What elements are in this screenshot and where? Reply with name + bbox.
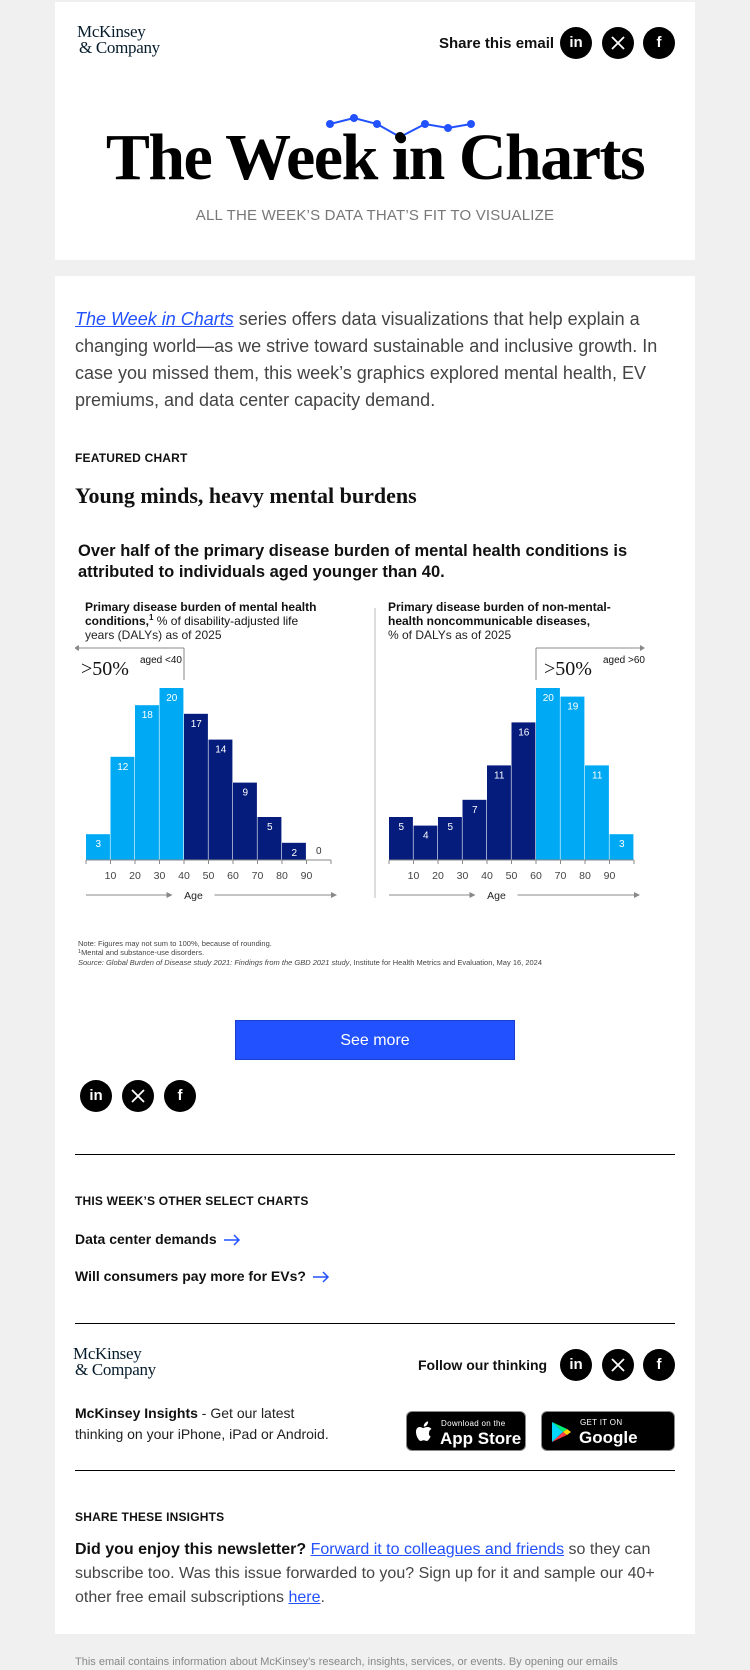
bar-value-label: 3 [618,839,625,851]
source-title: Global Burden of Disease study 2021: Findings from the GBD 2021 study [105,958,350,967]
other-chart-link-label: Data center demands [75,1231,217,1247]
bar-value-label: 17 [190,718,202,730]
chart-bar [512,722,536,860]
x-tick-label: 50 [202,870,215,882]
google-play-icon [550,1420,572,1444]
bar-value-label: 20 [542,693,554,704]
callout-big: >50% [81,658,129,680]
callout-big: >50% [544,658,592,680]
panel-title-bold-line-2 [388,614,590,628]
week-in-charts-link[interactable]: The Week in Charts [75,309,234,329]
chart-bar [184,714,208,860]
x-icon [611,36,625,50]
chart-bar [536,688,560,860]
footnote-text: Mental and substance-use disorders. [81,948,205,957]
callout-arrow-head [75,645,79,651]
logo-line-2: & Company [79,38,160,57]
x-follow-button[interactable] [602,1349,634,1381]
app-store-button[interactable] [406,1411,526,1451]
panel-title-bold-line-1: Primary disease burden of mental health [85,600,317,614]
share-email-label: Share this email [439,35,555,52]
google-play-button[interactable] [541,1411,675,1467]
divider [75,1154,675,1155]
header-card [55,2,695,260]
facebook-icon: f [177,1087,183,1104]
x-icon [611,1358,625,1372]
main-card [55,276,695,1634]
chart-footnote [78,948,204,957]
x-tick-label: 50 [505,870,518,882]
bar-value-label: 7 [471,804,478,816]
age-arrow-head [470,892,476,898]
x-tick-label: 20 [432,870,444,882]
x-tick-label: 30 [153,870,166,882]
logo-line-2: & Company [75,1360,156,1379]
x-axis-label: Age [487,890,506,902]
mckinsey-logo[interactable] [77,24,160,56]
linkedin-icon: in [569,1356,583,1373]
x-axis-label: Age [184,890,203,902]
chart-bar [209,740,233,860]
featured-chart-kicker: FEATURED CHART [75,451,188,465]
footer-disclaimer: This email contains information about McKinsey’s research, insights, services, or events. By opening our emails [75,1656,618,1668]
other-charts-kicker: THIS WEEK’S OTHER SELECT CHARTS [75,1194,309,1208]
intro-paragraph [75,306,675,414]
chart-note: Note: Figures may not sum to 100%, because of rounding. [78,939,272,948]
share-paragraph [75,1538,675,1610]
forward-link[interactable]: Forward it to colleagues and friends [310,1541,565,1558]
bar-value-label: 5 [266,822,273,833]
divider [75,1470,675,1471]
linkedin-share-button[interactable] [560,27,592,59]
share-question: Did you enjoy this newsletter? [75,1541,307,1558]
masthead-title: The Week in Charts [105,121,645,194]
bar-value-label: 2 [291,847,298,859]
google-play-big-text: Google Play [579,1428,638,1467]
panel-title-bold-tail: conditions, [85,614,149,628]
share-insights-kicker: SHARE THESE INSIGHTS [75,1510,225,1524]
linkedin-follow-button[interactable] [560,1349,592,1381]
mckinsey-logo[interactable] [73,1346,156,1378]
x-tick-label: 30 [456,870,469,882]
source-label: Source: [78,958,106,967]
x-tick-label: 60 [530,870,542,882]
bar-value-label: 18 [141,710,153,722]
share-text: so they can subscribe too. Was this issue forwarded to you? Sign up for it and sample our 40+ other free email subscriptions [75,1541,655,1606]
app-store-small-text: Download on the [441,1419,506,1428]
other-chart-link-label: Will consumers pay more for EVs? [75,1268,306,1284]
callout-small: aged <40 [140,655,182,666]
x-tick-label: 80 [276,870,288,882]
x-tick-label: 90 [300,870,313,882]
bar-value-label: 14 [215,744,227,756]
featured-chart-title: Young minds, heavy mental burdens [75,483,417,508]
panel-title-bold-tail: health noncommunicable diseases, [388,614,591,628]
panel-title-rest-a: % of disability-adjusted life [153,614,299,628]
panel-title-bold-line-2 [85,613,299,628]
callout-arrow-head [640,645,645,651]
logo-line-1: McKinsey [73,1344,142,1363]
x-tick-label: 80 [579,870,591,882]
other-chart-link-1[interactable] [75,1268,330,1284]
x-tick-label: 60 [227,870,239,882]
chart-headline-line-1: Over half of the primary disease burden of mental health conditions is [78,542,628,560]
footnote-mark: 1 [78,949,82,955]
x-tick-label: 40 [178,870,190,882]
other-chart-link-0[interactable] [75,1231,241,1247]
divider [75,1323,675,1324]
chart-bar [561,697,585,860]
age-arrow-head [167,892,173,898]
x-share-button[interactable] [602,27,634,59]
arrow-right-icon [312,1271,330,1283]
chart-source [78,958,542,967]
arrow-right-icon [223,1234,241,1246]
bar-value-label: 3 [95,839,102,851]
x-tick-label: 10 [407,870,420,882]
panel-title-bold-line-1: Primary disease burden of non-mental- [388,600,611,614]
follow-label: Follow our thinking [418,1357,548,1373]
callout-small: aged >60 [603,655,645,666]
bar-value-label: 5 [398,822,405,833]
bar-value-label: 12 [117,761,129,773]
x-tick-label: 90 [603,870,616,882]
bar-value-label: 11 [592,770,603,782]
x-icon [131,1089,145,1103]
linkedin-share-button[interactable] [80,1080,112,1112]
facebook-icon: f [656,34,662,51]
masthead-tagline: ALL THE WEEK’S DATA THAT’S FIT TO VISUALIZE [195,207,555,224]
age-arrow-head [634,892,640,898]
bar-value-label: 19 [567,701,579,713]
x-share-button[interactable] [122,1080,154,1112]
bar-value-label: 16 [518,727,530,739]
x-tick-label: 70 [554,870,567,882]
bar-value-label: 4 [422,830,429,842]
footnote-mark: 1 [149,613,154,622]
see-more-button[interactable]: See more [235,1020,515,1060]
facebook-follow-button[interactable] [643,1349,675,1381]
insights-app-text [75,1403,345,1445]
chart-bar [135,705,159,860]
google-play-small-text: GET IT ON [580,1418,623,1427]
chart-bar [160,688,184,860]
insights-app-name: McKinsey Insights [75,1405,198,1421]
x-tick-label: 40 [481,870,493,882]
panel-title-rest-b: years (DALYs) as of 2025 [85,628,222,642]
apple-icon [415,1420,435,1444]
x-tick-label: 20 [129,870,141,882]
age-arrow-head [331,892,337,898]
insights-app-desc: - Get our latest thinking on your iPhone, iPad or Android. [75,1405,329,1442]
bar-value-label: 9 [242,787,249,799]
x-tick-label: 70 [251,870,264,882]
bar-value-label: 11 [494,770,505,782]
signup-here-link[interactable]: here [288,1589,321,1606]
linkedin-icon: in [89,1087,103,1104]
share-end: . [320,1589,325,1606]
linkedin-icon: in [569,34,583,51]
panel-title-rest-b: % of DALYs as of 2025 [388,628,512,642]
facebook-icon: f [656,1356,662,1373]
facebook-share-button[interactable] [164,1080,196,1112]
x-tick-label: 10 [104,870,117,882]
intro-text: series offers data visualizations that help explain a changing world—as we strive toward sustainable and inclusive growth. In case you missed them, this week’s graphics explored mental health, EV premiums, and data center capacity demand. [75,309,658,410]
bar-value-label: 5 [447,822,454,833]
bar-value-label: 0 [315,846,322,857]
featured-chart[interactable] [75,534,675,1014]
chart-headline-line-2: attributed to individuals aged younger than 40. [78,563,445,581]
bar-value-label: 20 [166,693,178,704]
app-store-big-text: App Store [440,1429,522,1448]
source-rest: , Institute for Health Metrics and Evaluation, May 16, 2024 [349,958,543,967]
logo-line-1: McKinsey [77,22,146,41]
facebook-share-button[interactable] [643,27,675,59]
